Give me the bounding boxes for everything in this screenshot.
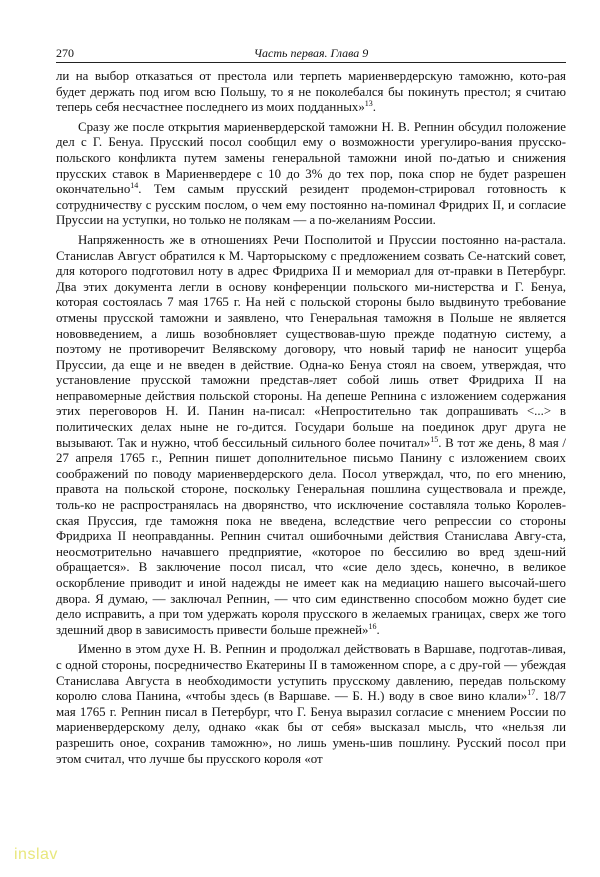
header-rule — [56, 62, 566, 63]
text-run: Сразу же после открытия мариенвердерской таможни Н. В. Репнин обсудил положение дел с Г. Бенуа. Прусский посол сообщил ему о возможности урегулиро-вания прусско-польского конфликта путем замены генеральной таможни иной по-датью и снижения прусских ставок в Мариенвердере с 10 до 3% до тех пор, пока спор не будет разрешен окончательно — [56, 119, 566, 197]
page-header — [56, 44, 566, 62]
paragraph — [56, 642, 566, 767]
page-number: 270 — [56, 46, 74, 60]
footnote-ref[interactable]: 14 — [130, 181, 139, 191]
footnote-ref[interactable]: 15 — [430, 434, 439, 444]
text-run: Напряженность же в отношениях Речи Посполитой и Пруссии постоянно на-растала. Станислав Август обратился к М. Чарторыскому с предложением созвать Се-натский совет, для которого подготовил ноту в адрес Фридриха II и мемориал для от-правки в Петербург. Два этих документа легли в основу конференции польского ми-нистерства и Г. Бенуа, которая состоялась 7 мая 1765 г. На ней с польской стороны было выдвинуто требование отмены прусской таможни и заявлено, что Генеральная таможня в Польше не является нововведением, а лишь возобновляет существовав-шую прежде податную систему, а поэтому не противоречит Велявскому договору, что новый тариф не наносит ущерба Пруссии, да еще и не введен в действие. Одна-ко Бенуа стоял на своем, утверждая, что установление прусской таможни представ-ляет собой лишь ответ Фридриха II на неправомерные действия польской стороны. На депеше Репнина с изложением содержания этих переговоров Н. И. Панин на-писал: «Непростительно так допрашивать <...> в политических делах ныне не го-дится. Государи больше на поединок друг друга не вызывают. Так и нужно, чтоб бессильный сильного более почитал» — [56, 232, 566, 450]
paragraph — [56, 69, 566, 116]
text-run: . 18/7 мая 1765 г. Репнин писал в Петербург, что Г. Бенуа выразил согласие с мнением России по мариенвердерскому делу, однако «как бы от себя» высказал мысль, что «нельзя ли разрешить оное, сохранив таможню», но лишь умень-шив пошлину. Русский посол при этом считал, что лучше бы прусского короля «от — [56, 689, 566, 766]
text-run: Именно в этом духе Н. В. Репнин и продолжал действовать в Варшаве, подготав-ливая, с одной стороны, посредничество Екатерины II в таможенном споре, а с дру-гой — убеждая Станислава Августа в необходимости уступить прусскому давлению, передав польскому королю слова Панина, «чтобы здесь (в Варшаве. — Б. Н.) воду в свое вино клали» — [56, 642, 566, 704]
text-run: ли на выбор отказаться от престола или терпеть мариенвердерскую таможню, кото-рая будет держать под игом всю Польшу, то я не поколебался бы покинуть престол; я считаю теперь себя несчастнее последнего из моих подданных» — [56, 69, 566, 115]
text-run: . Тем самым прусский резидент продемон-стрировал готовность к сотрудничеству с русским послом, о чем ему постоянно на-поминал Фридрих II, и согласие Пруссии на уступки, но только не полякам — а по-желаниям России. — [56, 182, 566, 228]
paragraph — [56, 120, 566, 229]
text-run: . — [376, 622, 380, 637]
watermark: inslav — [14, 846, 58, 863]
footnote-ref[interactable]: 13 — [364, 99, 373, 109]
text-run: . В тот же день, 8 мая / 27 апреля 1765 г., Репнин пишет дополнительное письмо Панину с изложением своих соображений по поводу мариенвердерского дела. Посол утверждал, что, по его мнению, правота на польской стороне, поскольку Генеральная пошлина существовала и прежде, толь-ко не распространялась на дворянство, что исключение составляла только Королев-ская Пруссия, где таможня пока не введена, вследствие чего репрессии со стороны Фридриха II неоправданны. Репнин считал ошибочными действия Станислава Авгу-ста, неосмотрительно начавшего предприятие, «которое по бессилию во вред здеш-ний обращается». В заключение посол писал, что «сие дело здесь, конечно, в великое оскорбление приводит и иной надежды не имеет как на медиацию нашего высочай-шего двора. Я думаю, — заключал Репнин, — что сим единственно способом можно будет сие дело исправить, а при том удержать короля прусского в желаемых границах, сверх же того здешний двор в зависимость привести больше прежней» — [56, 435, 566, 637]
footnote-ref[interactable]: 17 — [527, 688, 536, 698]
running-title: Часть первая. Глава 9 — [253, 46, 369, 60]
text-run: . — [372, 100, 376, 115]
paragraph — [56, 233, 566, 638]
body-text — [56, 69, 566, 771]
footnote-ref[interactable]: 16 — [368, 621, 377, 631]
